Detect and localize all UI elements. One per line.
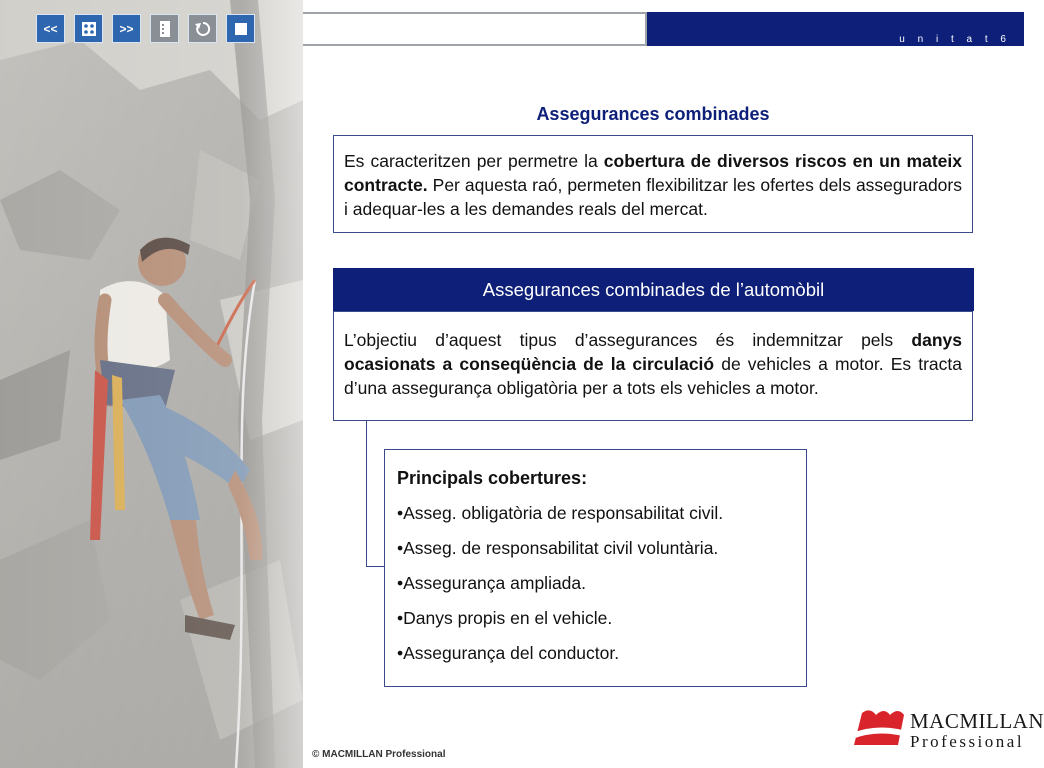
macmillan-logo — [852, 703, 1044, 753]
list-item: •Assegurança ampliada. — [397, 573, 587, 593]
auto-box — [333, 311, 973, 421]
list-item: •Asseg. obligatòria de responsabilitat civil. — [397, 503, 724, 523]
list-item: •Danys propis en el vehicle. — [397, 608, 613, 628]
next-button[interactable] — [112, 14, 141, 43]
page-title: Assegurances combinades — [536, 104, 770, 124]
back-icon — [194, 20, 212, 38]
list-item: •Assegurança del conductor. — [397, 643, 620, 663]
index-button[interactable] — [74, 14, 103, 43]
prev-button[interactable] — [36, 14, 65, 43]
next-label: >> — [119, 21, 134, 36]
intro-box — [333, 135, 973, 233]
copyright-text: © MACMILLAN Professional — [312, 749, 446, 760]
back-button[interactable] — [188, 14, 217, 43]
navigation-bar — [36, 14, 255, 43]
intro-text: Es caracteritzen per permetre la cobertura de diversos riscos en un mateix contracte. Per aquesta raó, permeten flexibilitzar les ofertes dels asseguradors i adequar-les a les demandes reals del mercat. — [344, 151, 962, 219]
coverages-box — [384, 449, 807, 687]
notes-icon — [157, 20, 173, 38]
coverages-title: Principals cobertures: — [397, 468, 588, 488]
notes-button[interactable] — [150, 14, 179, 43]
connector-line — [366, 421, 386, 567]
header-bar-right — [647, 12, 1024, 46]
stop-button[interactable] — [226, 14, 255, 43]
auto-text: L’objectiu d’aquest tipus d’assegurances és indemnitzar pels danys ocasionats a conseqüència de la circulació de vehicles a motor. Es tracta d’una assegurança obligatòria per a tots els vehicles a motor. — [344, 330, 962, 398]
climber-photo — [0, 0, 303, 768]
auto-section-header: Assegurances combinades de l’automòbil — [333, 268, 974, 311]
logo-name: MACMILLAN — [910, 709, 1044, 733]
logo-sub: Professional — [910, 732, 1025, 751]
index-icon — [81, 21, 97, 37]
header-bar-left — [303, 12, 647, 46]
unit-label: u n i t a t 6 — [899, 34, 1011, 45]
macmillan-logo-icon — [852, 705, 906, 751]
stop-icon — [234, 22, 248, 36]
list-item: •Asseg. de responsabilitat civil voluntària. — [397, 538, 719, 558]
prev-label: << — [43, 21, 58, 36]
